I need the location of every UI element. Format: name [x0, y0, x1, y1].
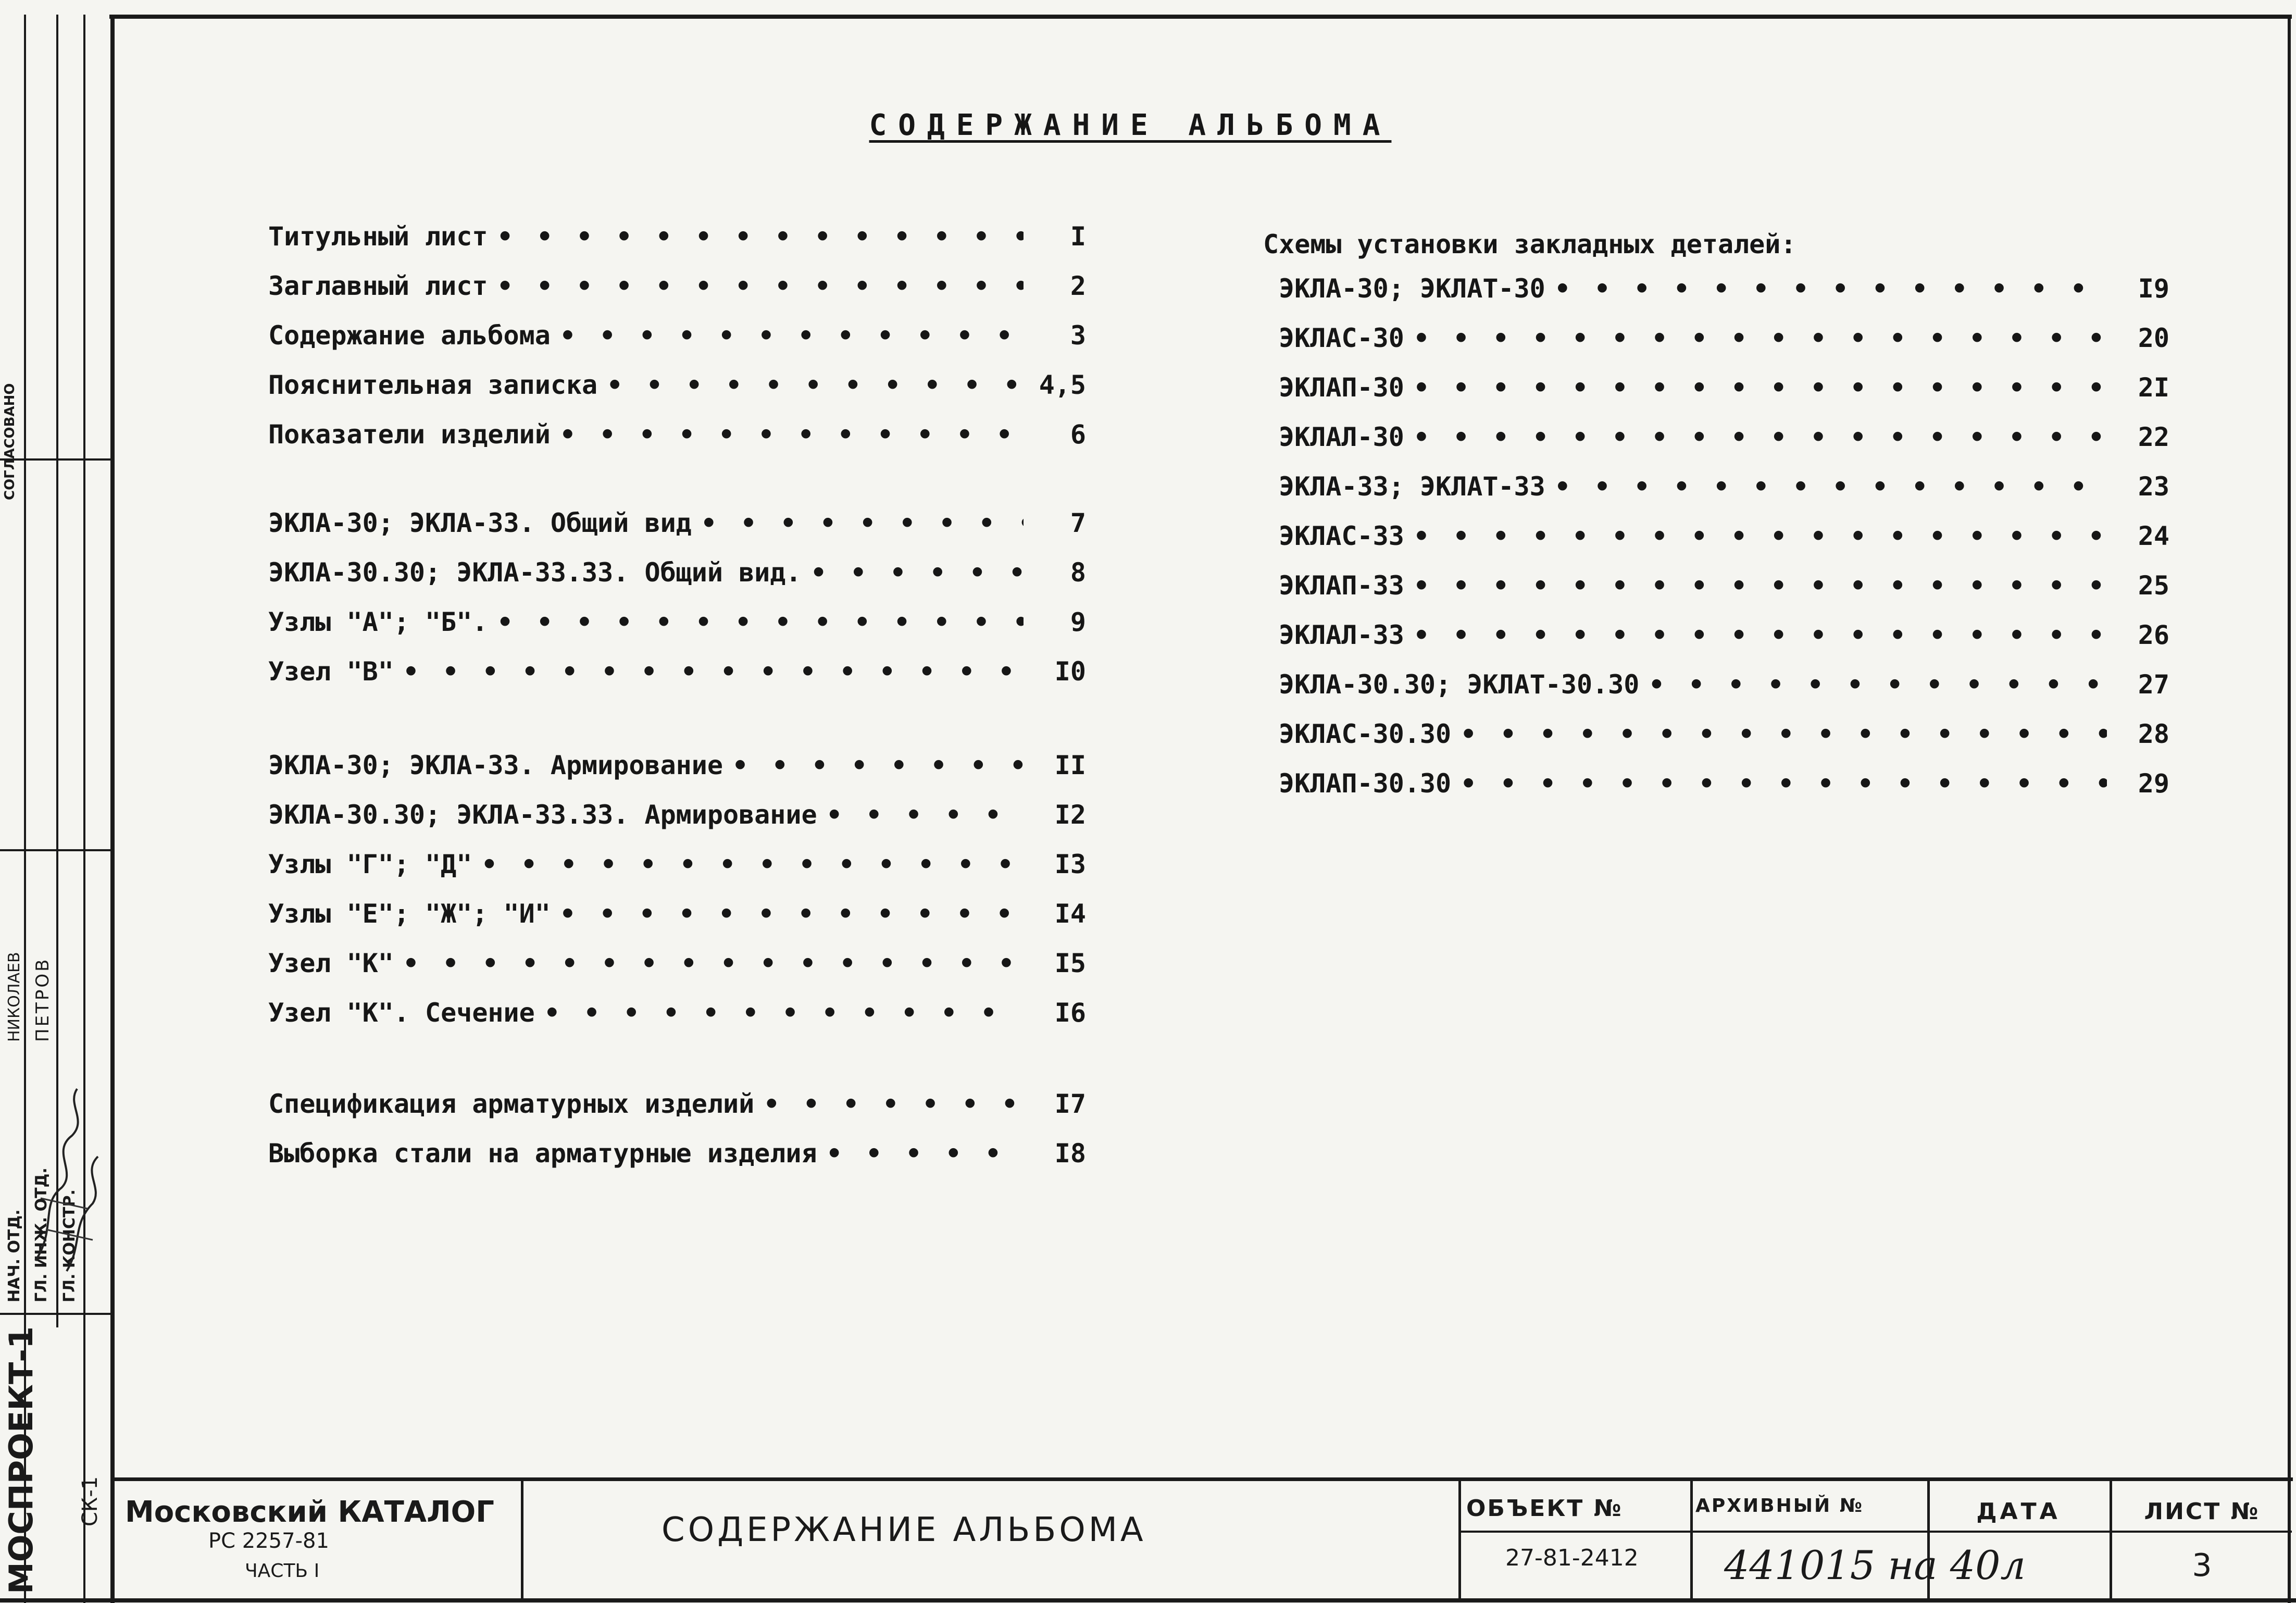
toc-item [1279, 669, 2169, 711]
toc-item [1279, 323, 2169, 365]
toc-item [268, 998, 1086, 1039]
toc-item [1279, 521, 2169, 563]
frame-left-border [110, 15, 115, 1603]
toc-leader-dots [551, 899, 1024, 929]
catalog-name: Московский КАТАЛОГ [125, 1495, 494, 1529]
toc-item-label: Узел "К". Сечение [268, 998, 535, 1028]
org-name: МОСПРОЕКТ-1 [2, 1326, 40, 1594]
toc-item-page: 8 [1070, 557, 1086, 588]
toc-item-label: Пояснительная записка [268, 370, 598, 400]
archive-header: АРХИВНЫЙ № [1695, 1495, 1864, 1517]
toc-item [1279, 471, 2169, 513]
toc-leader-dots [1639, 669, 2107, 700]
toc-leader-dots [1545, 471, 2107, 502]
toc-leader-dots [488, 607, 1024, 637]
toc-item [268, 1138, 1086, 1180]
toc-leader-dots [723, 750, 1024, 780]
toc-item-page: 24 [2138, 521, 2169, 551]
strip-rule-2 [0, 849, 110, 851]
archive-value: 441015 на 40л [1724, 1542, 2026, 1588]
title-block-mid-rule [1458, 1531, 2292, 1533]
catalog-part: ЧАСТЬ I [245, 1560, 320, 1582]
toc-item-page: I4 [1054, 899, 1086, 929]
toc-item-page: I7 [1054, 1089, 1086, 1119]
role-chief-engineer: ГЛ. ИНЖ. ОТД. [32, 1167, 51, 1302]
toc-item-label: Содержание альбома [268, 320, 551, 351]
toc-item-page: 3 [1070, 320, 1086, 351]
toc-item-label: Показатели изделий [268, 419, 551, 450]
toc-leader-dots [535, 998, 1024, 1028]
toc-item-page: 22 [2138, 422, 2169, 452]
toc-item-page: I0 [1054, 656, 1086, 687]
toc-item-page: 20 [2138, 323, 2169, 353]
toc-item [268, 557, 1086, 599]
toc-item-page: I6 [1054, 998, 1086, 1028]
toc-item-page: 29 [2138, 768, 2169, 799]
toc-leader-dots [488, 271, 1024, 301]
toc-item [1279, 274, 2169, 315]
toc-item [1279, 719, 2169, 761]
title-block-div-1 [521, 1477, 523, 1602]
toc-leader-dots [597, 370, 1024, 400]
toc-item-label: Узлы "А"; "Б". [268, 607, 488, 637]
toc-leader-dots [1404, 372, 2107, 403]
toc-item [268, 899, 1086, 940]
title-block-div-5 [2110, 1477, 2112, 1602]
toc-item-label: ЭКЛАП-33 [1279, 570, 1404, 601]
toc-item-label: ЭКЛА-30; ЭКЛА-33. Общий вид [268, 508, 692, 538]
toc-item-label: ЭКЛАЛ-33 [1279, 620, 1404, 650]
toc-item [268, 320, 1086, 362]
frame-bottom-border [0, 1598, 2296, 1602]
toc-item [268, 849, 1086, 891]
toc-item-label: ЭКЛА-30; ЭКЛАТ-30 [1279, 274, 1545, 304]
strip-divider-3 [83, 15, 85, 1603]
toc-leader-dots [551, 320, 1024, 351]
toc-item-label: ЭКЛАЛ-30 [1279, 422, 1404, 452]
toc-item-label: ЭКЛА-30.30; ЭКЛА-33.33. Общий вид. [268, 557, 802, 588]
toc-item-label: ЭКЛАС-30.30 [1279, 719, 1452, 749]
toc-item-page: 23 [2138, 471, 2169, 502]
toc-item-page: 2 [1070, 271, 1086, 301]
toc-leader-dots [692, 508, 1024, 538]
toc-leader-dots [802, 557, 1024, 588]
toc-item [268, 656, 1086, 698]
frame-right-border [2288, 15, 2291, 1603]
page-title: СОДЕРЖАНИЕ АЛЬБОМА [869, 108, 1392, 142]
toc-item [268, 1089, 1086, 1130]
frame-top-border [109, 15, 2292, 19]
name-2: ПЕТРОВ [32, 957, 53, 1042]
toc-leader-dots [1451, 719, 2107, 749]
toc-leader-dots [1404, 323, 2107, 353]
toc-leader-dots [754, 1089, 1024, 1119]
toc-item-label: ЭКЛАП-30.30 [1279, 768, 1452, 799]
toc-item [268, 271, 1086, 313]
toc-item-page: I [1070, 221, 1086, 252]
approval-label: СОГЛАСОВАНО [2, 383, 18, 500]
signatures-image [25, 1073, 108, 1292]
title-block-div-3 [1690, 1477, 1693, 1602]
toc-item-label: Спецификация арматурных изделий [268, 1089, 755, 1119]
toc-item-label: ЭКЛАС-30 [1279, 323, 1404, 353]
toc-item-page: 26 [2138, 620, 2169, 650]
toc-item-page: 4,5 [1039, 370, 1086, 400]
toc-leader-dots [394, 656, 1024, 687]
toc-item-page: 28 [2138, 719, 2169, 749]
toc-item [1279, 768, 2169, 810]
toc-item-page: I8 [1054, 1138, 1086, 1169]
toc-leader-dots [488, 221, 1024, 252]
toc-item [268, 370, 1086, 412]
toc-item [268, 419, 1086, 461]
role-head: НАЧ. ОТД. [5, 1209, 23, 1302]
toc-leader-dots [1404, 570, 2107, 601]
toc-item [268, 948, 1086, 990]
toc-leader-dots [1404, 521, 2107, 551]
toc-item-label: Узел "В" [268, 656, 394, 687]
toc-item-label: ЭКЛАС-33 [1279, 521, 1404, 551]
toc-leader-dots [394, 948, 1024, 978]
toc-item [1279, 570, 2169, 612]
toc-item [268, 221, 1086, 263]
date-header: ДАТА [1976, 1498, 2061, 1525]
toc-right-heading: Схемы установки закладных деталей: [1263, 229, 1796, 259]
toc-leader-dots [1451, 768, 2107, 799]
toc-item-label: ЭКЛА-30; ЭКЛА-33. Армирование [268, 750, 723, 780]
toc-item-label: ЭКЛАП-30 [1279, 372, 1404, 403]
toc-item-label: Узлы "Е"; "Ж"; "И" [268, 899, 551, 929]
toc-item-label: Титульный лист [268, 221, 488, 252]
toc-item-page: 9 [1070, 607, 1086, 637]
toc-item [268, 508, 1086, 550]
dept-code: СК-1 [78, 1476, 102, 1526]
toc-item [268, 800, 1086, 841]
sheet-header: ЛИСТ № [2144, 1498, 2260, 1525]
toc-item-label: Узел "К" [268, 948, 394, 978]
toc-item-page: I3 [1054, 849, 1086, 879]
toc-item-label: Выборка стали на арматурные изделия [268, 1138, 817, 1169]
toc-item-page: I5 [1054, 948, 1086, 978]
toc-item-label: Заглавный лист [268, 271, 488, 301]
toc-item-label: ЭКЛА-30.30; ЭКЛА-33.33. Армирование [268, 800, 817, 830]
role-chief-designer: ГЛ. КОНСТР. [60, 1189, 79, 1302]
name-1: НИКОЛАЕВ [5, 952, 23, 1042]
toc-item-page: I2 [1054, 800, 1086, 830]
toc-item-page: 2I [2138, 372, 2169, 403]
toc-leader-dots [472, 849, 1024, 879]
toc-item [268, 607, 1086, 649]
toc-item-label: ЭКЛА-30.30; ЭКЛАТ-30.30 [1279, 669, 1640, 700]
toc-leader-dots [1545, 274, 2107, 304]
toc-leader-dots [1404, 422, 2107, 452]
object-header: ОБЪЕКТ № [1466, 1495, 1623, 1522]
toc-item-page: 27 [2138, 669, 2169, 700]
toc-item [1279, 372, 2169, 414]
title-block-top-rule [110, 1477, 2293, 1481]
toc-leader-dots [817, 800, 1024, 830]
sheet-title: СОДЕРЖАНИЕ АЛЬБОМА [662, 1511, 1146, 1549]
toc-item [1279, 422, 2169, 464]
object-value: 27-81-2412 [1505, 1545, 1639, 1571]
toc-leader-dots [551, 419, 1024, 450]
toc-item-page: 25 [2138, 570, 2169, 601]
toc-item-page: II [1054, 750, 1086, 780]
toc-leader-dots [817, 1138, 1024, 1169]
toc-item [1279, 620, 2169, 662]
toc-leader-dots [1404, 620, 2107, 650]
toc-item-page: 6 [1070, 419, 1086, 450]
toc-item-page: I9 [2138, 274, 2169, 304]
sheet-number: 3 [2192, 1547, 2212, 1584]
toc-item-label: ЭКЛА-33; ЭКЛАТ-33 [1279, 471, 1545, 502]
title-block-div-2 [1458, 1477, 1461, 1602]
toc-item [268, 750, 1086, 792]
strip-rule-3 [0, 1313, 110, 1315]
catalog-code: РС 2257-81 [208, 1529, 329, 1553]
toc-item-page: 7 [1070, 508, 1086, 538]
toc-item-label: Узлы "Г"; "Д" [268, 849, 472, 879]
